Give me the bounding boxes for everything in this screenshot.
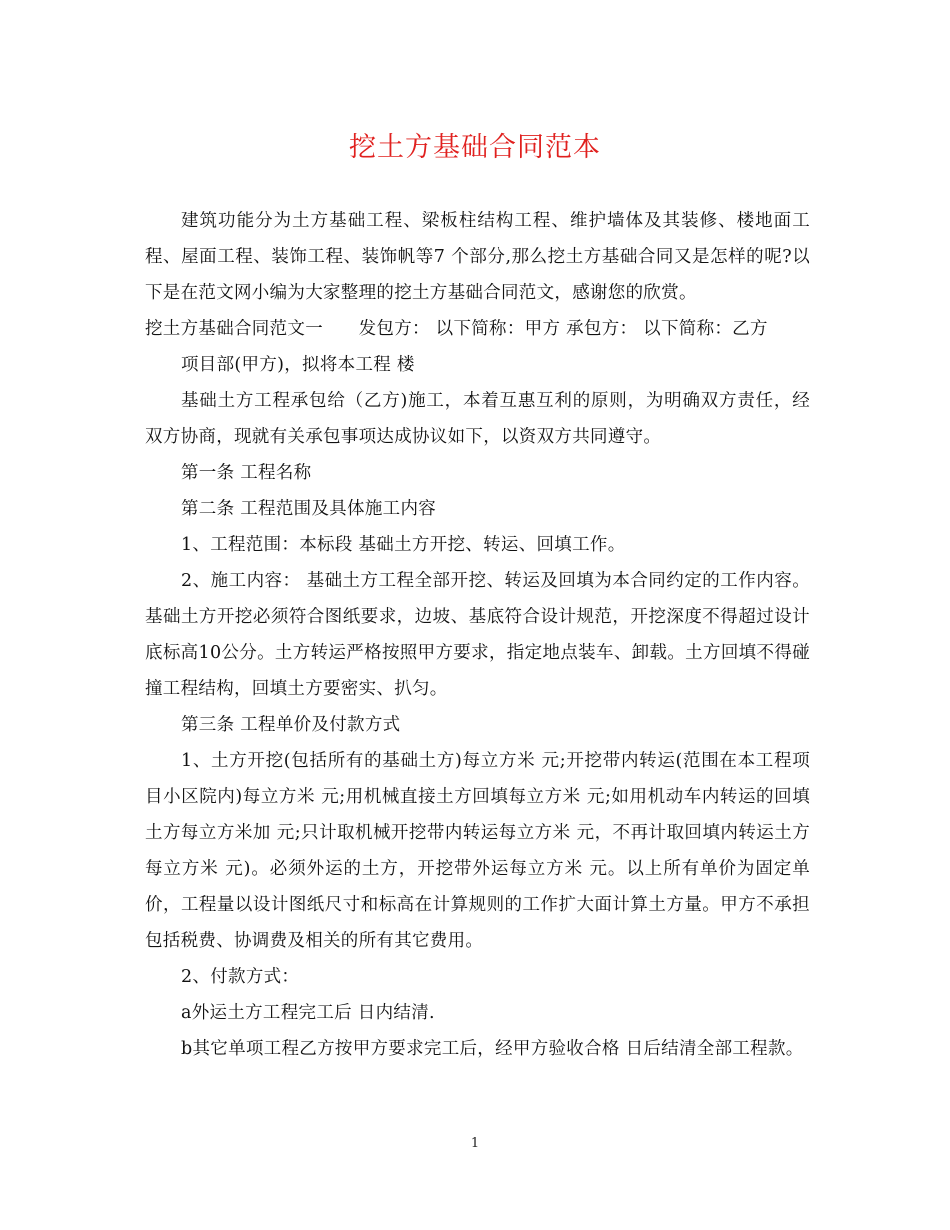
document-title: 挖土方基础合同范本 — [349, 132, 601, 163]
payment-method-heading: 2、付款方式： — [181, 967, 300, 987]
payment-item-a: a外运土方工程完工后 日内结清. — [181, 1003, 435, 1023]
article-two-heading: 第二条 工程范围及具体施工内容 — [181, 499, 437, 519]
scope-item: 1、工程范围：本标段 基础土方开挖、转运、回填工作。 — [181, 535, 626, 555]
page-number: 1 — [470, 1136, 480, 1151]
intro-paragraph: 建筑功能分为土方基础工程、梁板柱结构工程、维护墙体及其装修、楼地面工程、屋面工程、装饰工程、装饰帆等7 个部分,那么挖土方基础合同又是怎样的呢?以下是在范文网小编为大家整理的挖土方基础合同范文，感谢您的欣赏。 — [145, 211, 810, 303]
agreement-paragraph: 基础土方工程承包给（乙方)施工，本着互惠互利的原则，为明确双方责任，经双方协商，现就有关承包事项达成协议如下，以资双方共同遵守。 — [145, 391, 810, 447]
article-three-heading: 第三条 工程单价及付款方式 — [181, 715, 401, 735]
project-department-line: 项目部(甲方)，拟将本工程 楼 — [181, 355, 415, 375]
document-body — [145, 203, 810, 1067]
unit-price-item: 1、土方开挖(包括所有的基础土方)每立方米 元;开挖带内转运(范围在本工程项目小区院内)每立方米 元;用机械直接土方回填每立方米 元;如用机动车内转运的回填土方每立方米加 元;只计取机械开挖带内转运每立方米 元，不再计取回填内转运土方每立方米 元)。必须外运的土方，开挖带外运每立方米 元。以上所有单价为固定单价，工程量以设计图纸尺寸和标高在计算规则的工作扩大面计算土方量。甲方不承担包括税费、协调费及相关的所有其它费用。 — [145, 751, 810, 951]
payment-item-b: b其它单项工程乙方按甲方要求完工后，经甲方验收合格 日后结清全部工程款。 — [181, 1039, 804, 1059]
construction-content-item: 2、施工内容： 基础土方工程全部开挖、转运及回填为本合同约定的工作内容。基础土方开挖必须符合图纸要求，边坡、基底符合设计规范，开挖深度不得超过设计底标高10公分。土方转运严格按照甲方要求，指定地点装车、卸载。土方回填不得碰撞工程结构，回填土方要密实、扒匀。 — [145, 571, 810, 699]
article-one-heading: 第一条 工程名称 — [181, 463, 312, 483]
contract-parties-line: 挖土方基础合同范文一 发包方： 以下简称：甲方 承包方： 以下简称：乙方 — [145, 319, 768, 339]
